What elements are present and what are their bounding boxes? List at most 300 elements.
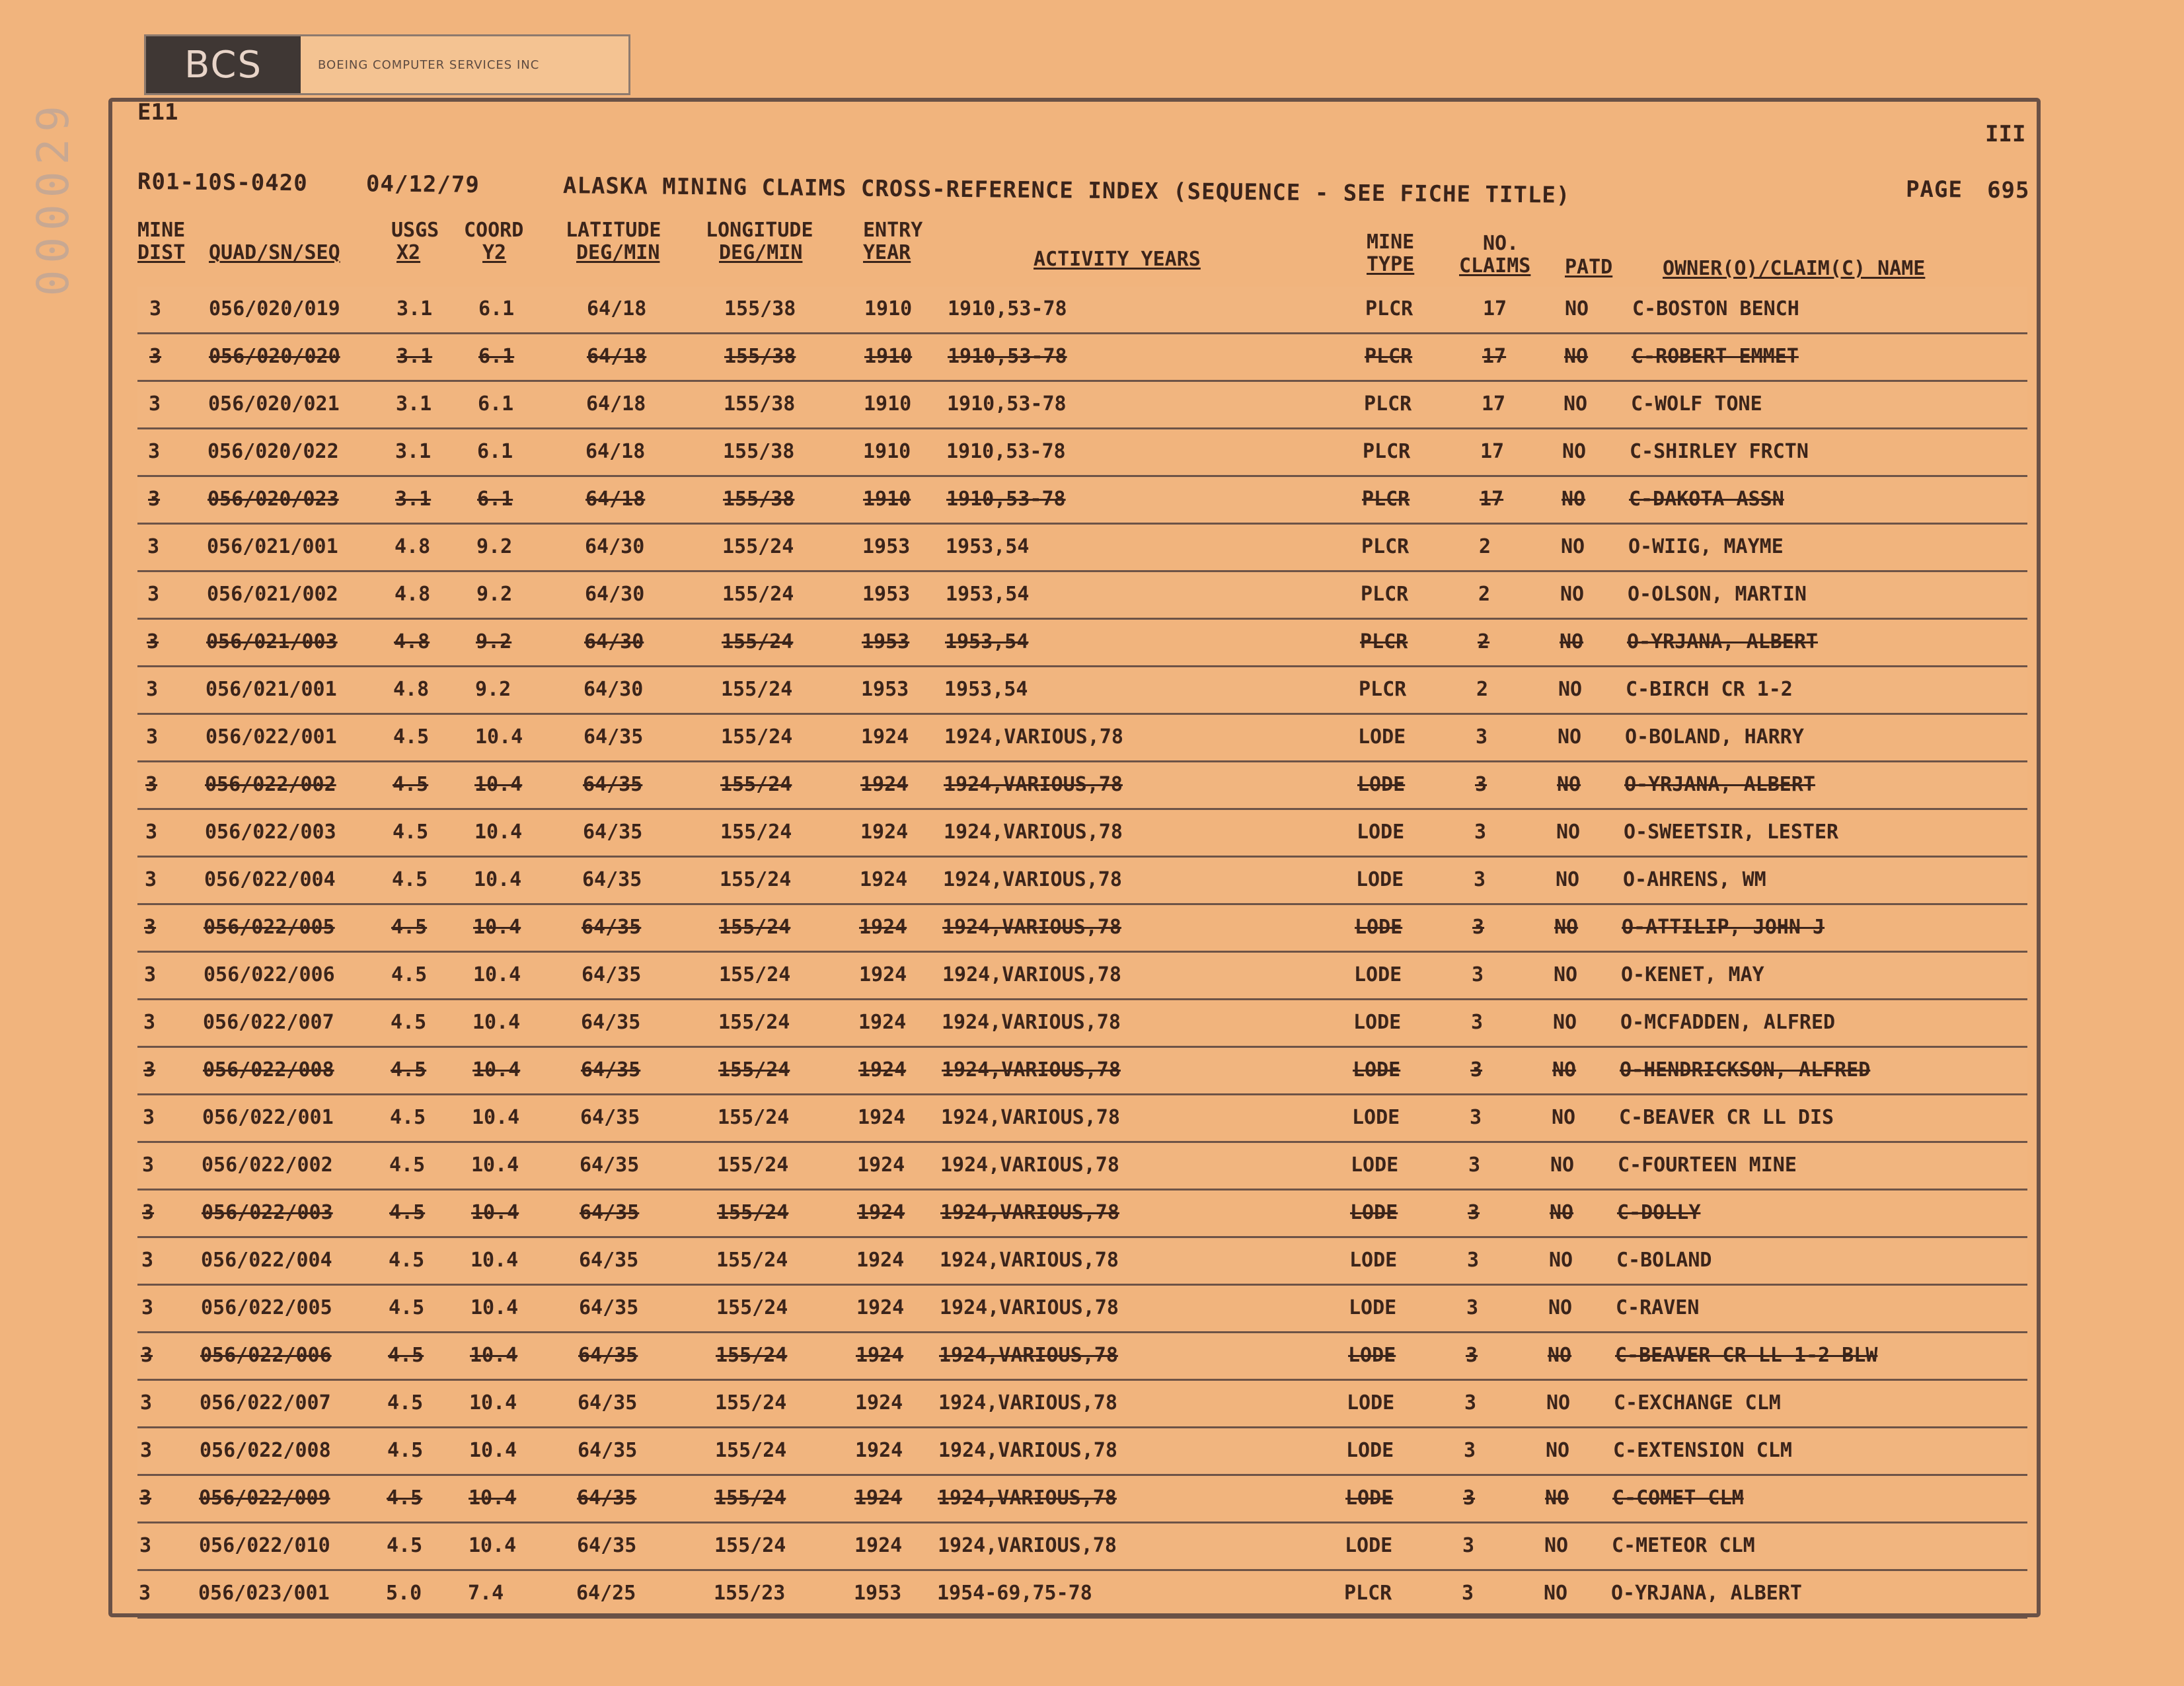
cell-longitude: 155/24 [722, 535, 794, 558]
cell-activity-years: 1953,54 [946, 535, 1030, 558]
cell-quad-sn-seq: 056/022/008 [200, 1439, 331, 1462]
cell-usgs-x: 4.5 [387, 1391, 424, 1414]
table-row [137, 477, 2027, 525]
cell-latitude: 64/35 [578, 1344, 638, 1367]
cell-latitude: 64/25 [576, 1582, 636, 1605]
cell-owner-claim-name: C-DAKOTA ASSN [1629, 488, 1784, 511]
cell-coord-y: 10.4 [469, 1486, 517, 1510]
cell-mine-type: LODE [1351, 1154, 1399, 1177]
cell-activity-years: 1953,54 [945, 630, 1029, 653]
cell-entry-year: 1924 [854, 1486, 903, 1510]
cell-no-claims: 3 [1471, 1011, 1484, 1034]
cell-mine-type: PLCR [1344, 1582, 1392, 1605]
col-usgs-bottom: X2 [396, 241, 421, 264]
cell-coord-y: 10.4 [469, 1439, 517, 1462]
cell-patented: NO [1546, 1439, 1570, 1462]
cell-coord-y: 10.4 [472, 1106, 520, 1129]
cell-owner-claim-name: O-MCFADDEN, ALFRED [1620, 1011, 1836, 1034]
cell-coord-y: 9.2 [476, 583, 513, 606]
cell-mine-dist: 3 [149, 297, 162, 320]
cell-quad-sn-seq: 056/022/003 [202, 1201, 333, 1224]
cell-mine-dist: 3 [148, 488, 161, 511]
cell-patented: NO [1548, 1344, 1572, 1367]
cell-patented: NO [1544, 1582, 1568, 1605]
cell-usgs-x: 4.5 [393, 821, 429, 844]
cell-latitude: 64/35 [583, 821, 643, 844]
cell-latitude: 64/35 [578, 1439, 638, 1462]
cell-longitude: 155/38 [724, 345, 796, 368]
col-mine-type-bottom: TYPE [1367, 253, 1415, 276]
report-date: 04/12/79 [365, 170, 480, 198]
company-logo [144, 34, 630, 95]
col-patented: PATD [1565, 256, 1613, 279]
cell-quad-sn-seq: 056/020/021 [208, 392, 340, 416]
cell-owner-claim-name: O-OLSON, MARTIN [1628, 583, 1807, 606]
cell-patented: NO [1546, 1391, 1571, 1414]
cell-mine-dist: 3 [139, 1486, 152, 1510]
cell-patented: NO [1544, 1534, 1569, 1557]
table-row [137, 1286, 2027, 1333]
cell-coord-y: 10.4 [471, 1296, 519, 1319]
cell-mine-type: PLCR [1365, 345, 1413, 368]
cell-longitude: 155/24 [720, 821, 792, 844]
cell-mine-type: LODE [1352, 1106, 1400, 1129]
table-row [137, 715, 2027, 762]
col-entry-year-bottom: YEAR [863, 241, 911, 264]
cell-activity-years: 1954-69,75-78 [937, 1582, 1092, 1605]
cell-patented: NO [1556, 868, 1580, 891]
cell-longitude: 155/24 [717, 1154, 789, 1177]
cell-mine-dist: 3 [149, 345, 162, 368]
cell-no-claims: 3 [1470, 1106, 1482, 1129]
cell-usgs-x: 4.5 [391, 963, 428, 986]
corner-mark-right: III [1985, 121, 2026, 147]
col-quad-sn-seq: QUAD/SN/SEQ [209, 241, 340, 264]
cell-latitude: 64/18 [585, 488, 646, 511]
cell-longitude: 155/24 [716, 1249, 788, 1272]
cell-coord-y: 9.2 [476, 535, 513, 558]
cell-usgs-x: 4.8 [394, 630, 430, 653]
cell-mine-type: PLCR [1361, 535, 1410, 558]
corner-mark-left: E11 [137, 99, 178, 126]
cell-longitude: 155/24 [721, 725, 793, 749]
col-coord-bottom: Y2 [482, 241, 507, 264]
cell-usgs-x: 4.5 [391, 1011, 427, 1034]
cell-latitude: 64/35 [578, 1391, 638, 1414]
cell-quad-sn-seq: 056/022/010 [199, 1534, 330, 1557]
cell-owner-claim-name: O-ATTILIP, JOHN J [1622, 916, 1825, 939]
cell-mine-dist: 3 [144, 916, 157, 939]
cell-owner-claim-name: C-WOLF TONE [1631, 392, 1762, 416]
cell-activity-years: 1924,VARIOUS,78 [940, 1201, 1119, 1224]
col-latitude-top: LATITUDE [566, 219, 661, 242]
cell-mine-dist: 3 [145, 868, 157, 891]
table-row [137, 287, 2027, 334]
cell-usgs-x: 3.1 [395, 440, 432, 463]
cell-patented: NO [1558, 725, 1582, 749]
cell-patented: NO [1550, 1154, 1575, 1177]
cell-longitude: 155/24 [718, 1011, 790, 1034]
cell-mine-type: LODE [1349, 1249, 1398, 1272]
cell-entry-year: 1924 [856, 1344, 904, 1367]
cell-owner-claim-name: O-YRJANA, ALBERT [1627, 630, 1818, 653]
cell-entry-year: 1924 [860, 821, 909, 844]
cell-entry-year: 1953 [862, 630, 910, 653]
cell-quad-sn-seq: 056/023/001 [198, 1582, 330, 1605]
cell-usgs-x: 3.1 [396, 392, 432, 416]
cell-owner-claim-name: C-EXCHANGE CLM [1614, 1391, 1781, 1414]
table-row [137, 382, 2027, 429]
col-no-claims-bottom: CLAIMS [1459, 254, 1531, 277]
cell-mine-type: PLCR [1361, 583, 1409, 606]
cell-no-claims: 3 [1464, 1391, 1477, 1414]
cell-entry-year: 1910 [864, 345, 913, 368]
cell-entry-year: 1953 [861, 678, 909, 701]
cell-coord-y: 6.1 [477, 488, 513, 511]
cell-patented: NO [1560, 583, 1585, 606]
cell-longitude: 155/24 [714, 1486, 786, 1510]
cell-longitude: 155/24 [714, 1534, 786, 1557]
cell-mine-dist: 3 [140, 1439, 153, 1462]
cell-entry-year: 1910 [864, 297, 913, 320]
cell-latitude: 64/18 [587, 345, 647, 368]
cell-no-claims: 17 [1480, 440, 1505, 463]
cell-quad-sn-seq: 056/020/019 [209, 297, 340, 320]
col-entry-year-top: ENTRY [863, 219, 923, 242]
cell-mine-type: LODE [1350, 1201, 1398, 1224]
cell-mine-type: LODE [1347, 1391, 1395, 1414]
cell-activity-years: 1953,54 [944, 678, 1028, 701]
logo-mark: BCS [146, 36, 301, 93]
cell-activity-years: 1910,53-78 [948, 345, 1067, 368]
cell-no-claims: 3 [1463, 1486, 1476, 1510]
cell-latitude: 64/18 [587, 297, 647, 320]
cell-longitude: 155/38 [724, 392, 796, 416]
col-mine-type-top: MINE [1367, 231, 1415, 254]
cell-quad-sn-seq: 056/022/007 [200, 1391, 331, 1414]
cell-no-claims: 3 [1466, 1344, 1478, 1367]
table-row [137, 1381, 2027, 1428]
cell-longitude: 155/23 [714, 1582, 786, 1605]
cell-coord-y: 10.4 [475, 725, 523, 749]
cell-quad-sn-seq: 056/021/001 [207, 535, 338, 558]
document-serial-number: 000029 [28, 99, 79, 297]
cell-quad-sn-seq: 056/022/008 [203, 1058, 334, 1081]
cell-quad-sn-seq: 056/022/009 [199, 1486, 330, 1510]
table-row [137, 1095, 2027, 1143]
cell-entry-year: 1924 [855, 1391, 903, 1414]
cell-longitude: 155/24 [718, 1106, 790, 1129]
cell-mine-type: LODE [1357, 821, 1405, 844]
cell-mine-type: LODE [1358, 725, 1406, 749]
report-id: R01-10S-0420 [137, 168, 308, 197]
cell-entry-year: 1953 [854, 1582, 902, 1605]
cell-entry-year: 1953 [862, 535, 911, 558]
cell-entry-year: 1953 [862, 583, 911, 606]
cell-longitude: 155/38 [723, 488, 795, 511]
cell-no-claims: 3 [1468, 1201, 1480, 1224]
cell-coord-y: 10.4 [469, 1534, 517, 1557]
cell-usgs-x: 5.0 [386, 1582, 422, 1605]
cell-latitude: 64/35 [583, 773, 643, 796]
cell-quad-sn-seq: 056/021/001 [206, 678, 337, 701]
cell-entry-year: 1924 [856, 1296, 905, 1319]
cell-owner-claim-name: C-DOLLY [1617, 1201, 1701, 1224]
cell-coord-y: 9.2 [476, 630, 512, 653]
cell-latitude: 64/35 [582, 916, 642, 939]
cell-usgs-x: 4.5 [392, 868, 428, 891]
table-row [137, 429, 2027, 477]
cell-activity-years: 1910,53-78 [946, 440, 1066, 463]
cell-latitude: 64/35 [580, 1154, 640, 1177]
cell-mine-dist: 3 [143, 1106, 155, 1129]
table-row [137, 1238, 2027, 1286]
cell-quad-sn-seq: 056/020/022 [207, 440, 339, 463]
cell-quad-sn-seq: 056/022/005 [204, 916, 335, 939]
cell-coord-y: 6.1 [478, 392, 514, 416]
table-row [137, 1428, 2027, 1476]
cell-mine-dist: 3 [139, 1582, 151, 1605]
cell-mine-type: LODE [1348, 1344, 1396, 1367]
table-row [137, 525, 2027, 572]
cell-mine-dist: 3 [142, 1154, 155, 1177]
table-row [137, 858, 2027, 905]
table-row [137, 1523, 2027, 1571]
cell-activity-years: 1924,VARIOUS,78 [944, 725, 1123, 749]
table-row [137, 810, 2027, 858]
cell-quad-sn-seq: 056/020/020 [209, 345, 340, 368]
cell-mine-type: LODE [1346, 1439, 1394, 1462]
cell-latitude: 64/35 [584, 725, 644, 749]
cell-mine-type: PLCR [1359, 678, 1407, 701]
cell-patented: NO [1553, 1011, 1577, 1034]
cell-coord-y: 10.4 [471, 1249, 519, 1272]
cell-no-claims: 2 [1478, 583, 1491, 606]
cell-owner-claim-name: C-BIRCH CR 1-2 [1626, 678, 1793, 701]
cell-mine-type: PLCR [1360, 630, 1408, 653]
logo-company-name: BOEING COMPUTER SERVICES INC [318, 57, 540, 72]
cell-mine-type: LODE [1349, 1296, 1397, 1319]
cell-owner-claim-name: O-WIIG, MAYME [1628, 535, 1784, 558]
cell-quad-sn-seq: 056/022/005 [201, 1296, 332, 1319]
col-longitude-bottom: DEG/MIN [719, 241, 803, 264]
cell-quad-sn-seq: 056/020/023 [207, 488, 339, 511]
cell-mine-dist: 3 [146, 678, 159, 701]
cell-no-claims: 3 [1472, 963, 1484, 986]
cell-usgs-x: 3.1 [396, 345, 433, 368]
cell-latitude: 64/35 [579, 1249, 639, 1272]
cell-coord-y: 10.4 [469, 1391, 517, 1414]
cell-activity-years: 1924,VARIOUS,78 [940, 1249, 1119, 1272]
cell-coord-y: 10.4 [473, 963, 521, 986]
cell-quad-sn-seq: 056/022/004 [201, 1249, 332, 1272]
cell-mine-dist: 3 [143, 1011, 156, 1034]
col-mine-dist-bottom: DIST [137, 241, 186, 264]
cell-usgs-x: 4.8 [395, 583, 431, 606]
cell-longitude: 155/24 [715, 1391, 787, 1414]
cell-owner-claim-name: C-RAVEN [1616, 1296, 1700, 1319]
cell-coord-y: 10.4 [472, 1011, 521, 1034]
cell-latitude: 64/18 [586, 392, 646, 416]
cell-patented: NO [1561, 535, 1585, 558]
cell-entry-year: 1924 [857, 1201, 905, 1224]
cell-latitude: 64/35 [577, 1486, 637, 1510]
cell-latitude: 64/35 [577, 1534, 637, 1557]
cell-owner-claim-name: C-METEOR CLM [1612, 1534, 1755, 1557]
cell-longitude: 155/24 [720, 773, 792, 796]
cell-owner-claim-name: C-BOLAND [1616, 1249, 1712, 1272]
cell-entry-year: 1924 [859, 916, 907, 939]
cell-activity-years: 1924,VARIOUS,78 [943, 868, 1122, 891]
cell-usgs-x: 4.5 [391, 1058, 427, 1081]
cell-activity-years: 1910,53-78 [946, 488, 1066, 511]
cell-no-claims: 3 [1468, 1154, 1481, 1177]
cell-entry-year: 1910 [863, 488, 911, 511]
cell-mine-dist: 3 [146, 725, 159, 749]
cell-mine-dist: 3 [141, 1249, 154, 1272]
cell-mine-dist: 3 [149, 392, 161, 416]
cell-latitude: 64/30 [585, 535, 645, 558]
cell-activity-years: 1910,53-78 [948, 297, 1067, 320]
cell-mine-dist: 3 [139, 1534, 152, 1557]
cell-quad-sn-seq: 056/022/001 [206, 725, 337, 749]
cell-longitude: 155/24 [719, 916, 791, 939]
table-row [137, 953, 2027, 1000]
cell-patented: NO [1557, 773, 1581, 796]
table-row [137, 1143, 2027, 1191]
table-row [137, 1000, 2027, 1048]
cell-patented: NO [1549, 1249, 1573, 1272]
cell-activity-years: 1910,53-78 [947, 392, 1067, 416]
cell-latitude: 64/35 [581, 1058, 641, 1081]
cell-mine-type: PLCR [1365, 297, 1413, 320]
cell-mine-dist: 3 [147, 583, 160, 606]
cell-activity-years: 1924,VARIOUS,78 [944, 821, 1123, 844]
cell-no-claims: 3 [1474, 821, 1487, 844]
cell-usgs-x: 4.8 [395, 535, 431, 558]
table-row [137, 762, 2027, 810]
cell-no-claims: 3 [1464, 1439, 1476, 1462]
cell-owner-claim-name: C-BOSTON BENCH [1632, 297, 1799, 320]
cell-entry-year: 1910 [864, 392, 912, 416]
col-no-claims-top: NO. [1483, 232, 1519, 255]
cell-entry-year: 1924 [858, 1058, 907, 1081]
cell-patented: NO [1560, 630, 1584, 653]
cell-coord-y: 6.1 [478, 345, 515, 368]
cell-entry-year: 1924 [860, 773, 909, 796]
cell-owner-claim-name: C-SHIRLEY FRCTN [1630, 440, 1809, 463]
cell-longitude: 155/24 [719, 963, 791, 986]
cell-patented: NO [1548, 1296, 1573, 1319]
table-row [137, 620, 2027, 667]
cell-activity-years: 1924,VARIOUS,78 [938, 1486, 1117, 1510]
col-latitude-bottom: DEG/MIN [576, 241, 660, 264]
cell-quad-sn-seq: 056/022/001 [202, 1106, 334, 1129]
cell-activity-years: 1924,VARIOUS,78 [944, 773, 1123, 796]
cell-entry-year: 1924 [854, 1534, 903, 1557]
cell-entry-year: 1924 [858, 1011, 907, 1034]
cell-mine-type: LODE [1353, 1011, 1402, 1034]
cell-activity-years: 1924,VARIOUS,78 [941, 1106, 1120, 1129]
cell-patented: NO [1552, 1058, 1577, 1081]
page-number: 695 [1986, 176, 2030, 204]
cell-patented: NO [1565, 297, 1589, 320]
cell-latitude: 64/30 [585, 583, 645, 606]
cell-activity-years: 1924,VARIOUS,78 [940, 1296, 1119, 1319]
cell-patented: NO [1554, 963, 1578, 986]
table-row [137, 1191, 2027, 1238]
cell-longitude: 155/38 [724, 297, 796, 320]
cell-coord-y: 9.2 [475, 678, 511, 701]
cell-latitude: 64/35 [579, 1296, 639, 1319]
cell-usgs-x: 3.1 [396, 297, 433, 320]
cell-no-claims: 3 [1474, 868, 1486, 891]
col-activity-years: ACTIVITY YEARS [1034, 248, 1201, 271]
cell-patented: NO [1564, 345, 1589, 368]
cell-no-claims: 2 [1479, 535, 1491, 558]
cell-usgs-x: 4.8 [393, 678, 430, 701]
cell-latitude: 64/18 [585, 440, 646, 463]
cell-usgs-x: 4.5 [387, 1486, 423, 1510]
cell-no-claims: 17 [1482, 392, 1506, 416]
table-row [137, 334, 2027, 382]
table-row [137, 667, 2027, 715]
cell-mine-type: PLCR [1363, 440, 1411, 463]
cell-latitude: 64/35 [581, 1011, 641, 1034]
cell-owner-claim-name: O-BOLAND, HARRY [1625, 725, 1804, 749]
cell-quad-sn-seq: 056/022/002 [202, 1154, 333, 1177]
cell-owner-claim-name: O-SWEETSIR, LESTER [1624, 821, 1839, 844]
cell-patented: NO [1563, 392, 1588, 416]
cell-entry-year: 1924 [857, 1154, 905, 1177]
cell-activity-years: 1924,VARIOUS,78 [939, 1344, 1118, 1367]
cell-no-claims: 3 [1462, 1534, 1475, 1557]
cell-coord-y: 6.1 [478, 297, 515, 320]
cell-mine-type: PLCR [1362, 488, 1410, 511]
cell-activity-years: 1924,VARIOUS,78 [942, 1011, 1121, 1034]
cell-longitude: 155/24 [716, 1296, 788, 1319]
cell-mine-type: LODE [1357, 773, 1406, 796]
cell-usgs-x: 4.5 [390, 1106, 426, 1129]
cell-owner-claim-name: O-YRJANA, ALBERT [1611, 1582, 1802, 1605]
cell-coord-y: 10.4 [474, 821, 523, 844]
table-row [137, 1476, 2027, 1523]
cell-quad-sn-seq: 056/022/007 [203, 1011, 334, 1034]
cell-usgs-x: 4.5 [393, 773, 429, 796]
cell-coord-y: 10.4 [472, 1058, 521, 1081]
cell-mine-type: LODE [1353, 1058, 1401, 1081]
cell-latitude: 64/35 [582, 963, 642, 986]
cell-owner-claim-name: C-BEAVER CR LL DIS [1619, 1106, 1834, 1129]
cell-mine-type: LODE [1345, 1534, 1393, 1557]
cell-mine-dist: 3 [142, 1201, 155, 1224]
cell-owner-claim-name: O-YRJANA, ALBERT [1624, 773, 1815, 796]
cell-no-claims: 3 [1476, 725, 1488, 749]
table-row [137, 1571, 2027, 1619]
table-row [137, 1333, 2027, 1381]
cell-usgs-x: 4.5 [391, 916, 428, 939]
cell-activity-years: 1924,VARIOUS,78 [938, 1391, 1117, 1414]
cell-longitude: 155/24 [718, 1058, 790, 1081]
cell-owner-claim-name: O-HENDRICKSON, ALFRED [1620, 1058, 1871, 1081]
cell-usgs-x: 4.5 [389, 1249, 425, 1272]
cell-patented: NO [1554, 916, 1579, 939]
cell-usgs-x: 4.5 [389, 1154, 426, 1177]
cell-mine-type: PLCR [1364, 392, 1412, 416]
cell-no-claims: 2 [1476, 678, 1489, 701]
cell-activity-years: 1924,VARIOUS,78 [942, 916, 1121, 939]
col-owner-claim-name: OWNER(O)/CLAIM(C) NAME [1663, 257, 1926, 280]
